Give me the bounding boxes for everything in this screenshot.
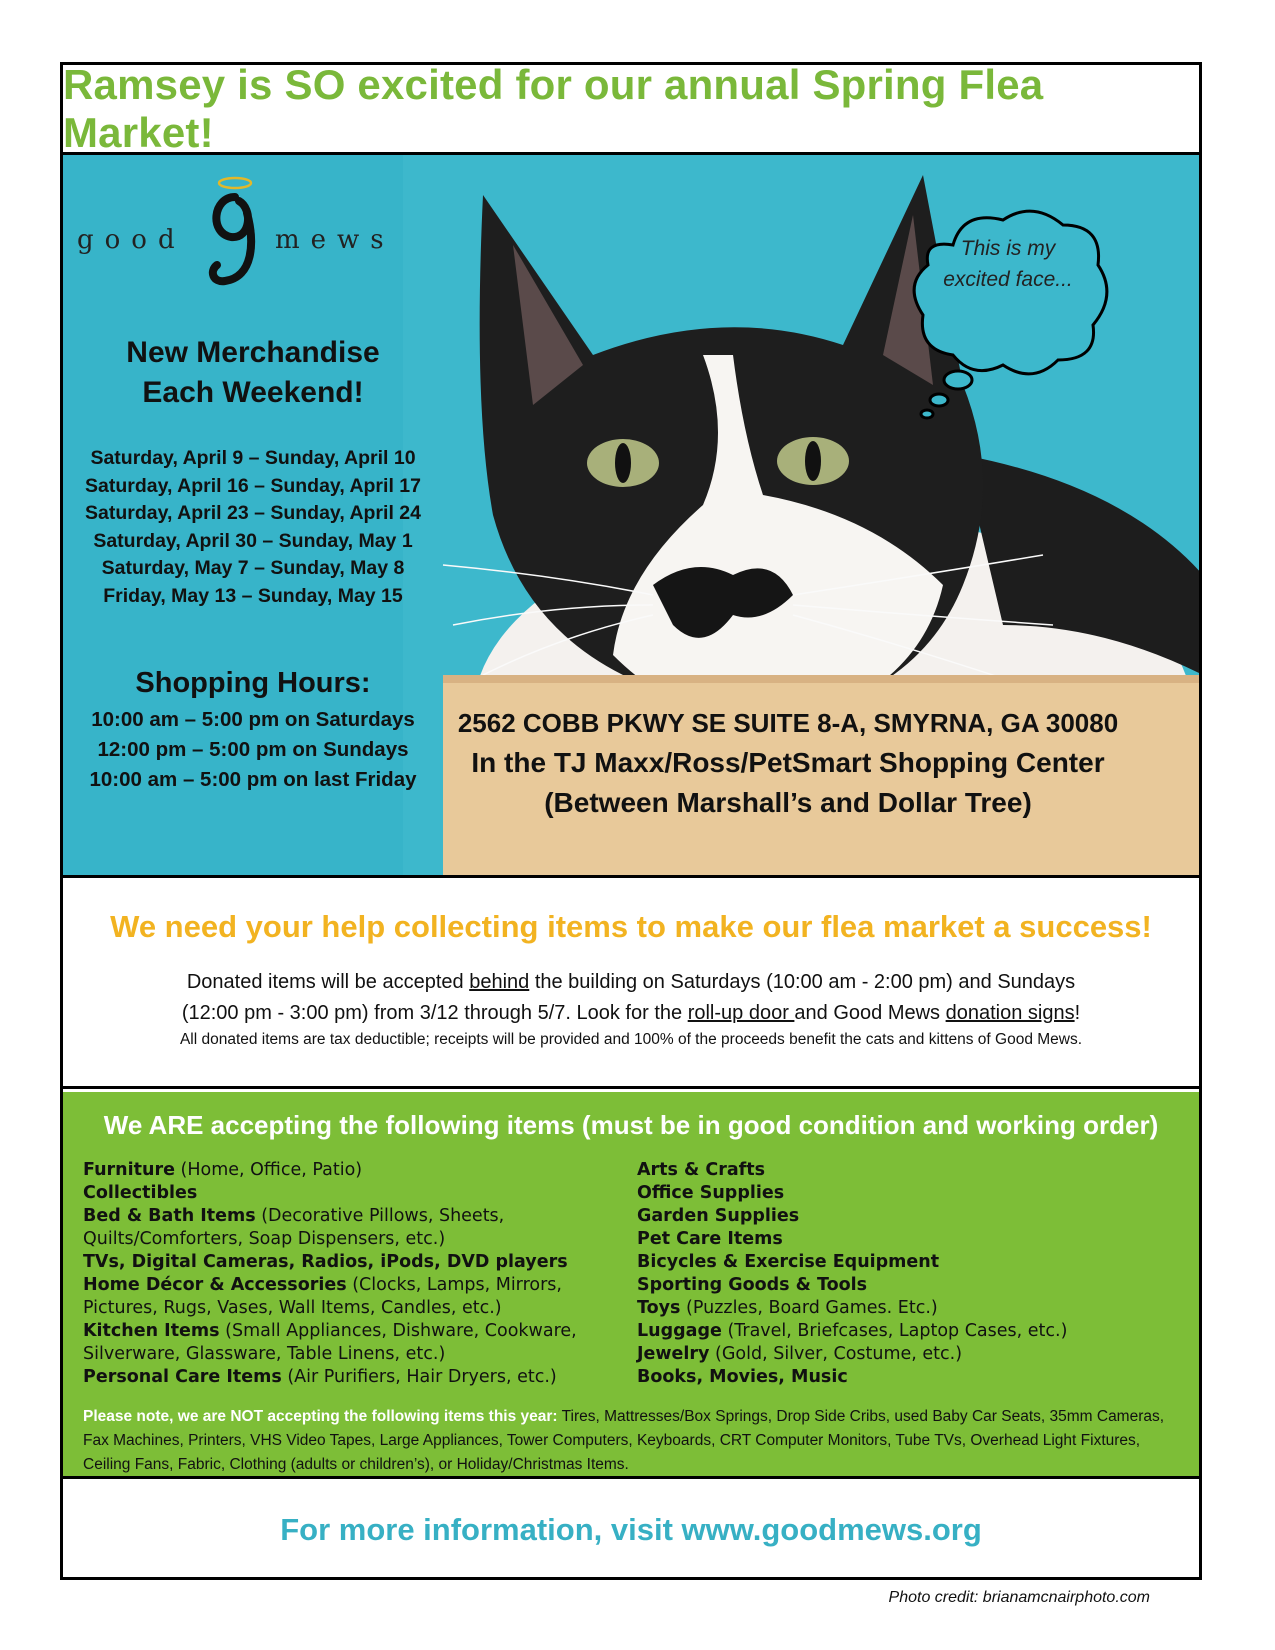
date-item: Saturday, April 23 – Sunday, April 24 <box>85 502 421 524</box>
tax-deductible-note: All donated items are tax deductible; receipts will be provided and 100% of the proceeds benefit the cats and kittens of Good Mews. <box>179 1031 1083 1048</box>
donation-text-2a: (12:00 pm - 3:00 pm) from 3/12 through 5/7. Look for the <box>181 1002 688 1024</box>
halo-g-icon <box>195 173 275 293</box>
hours-item: 10:00 am – 5:00 pm on Saturdays <box>91 708 415 731</box>
thought-bubble-icon <box>903 195 1113 425</box>
item-name: Personal Care Items <box>83 1367 282 1387</box>
item-detail: (Home, Office, Patio) <box>174 1160 363 1180</box>
date-item: Saturday, April 16 – Sunday, April 17 <box>85 474 421 497</box>
shopping-hours-list <box>63 705 443 795</box>
item-detail: (Clocks, Lamps, Mirrors, Pictures, Rugs, Vases, Wall Items, Candles, etc.) <box>83 1275 562 1318</box>
item-name: Jewelry <box>637 1344 710 1364</box>
donation-text-2 <box>63 998 1199 1029</box>
photo-credit: Photo credit: brianamcnairphoto.com <box>888 1589 1150 1606</box>
shopping-hours-title: Shopping Hours: <box>135 667 371 699</box>
hours-item: 12:00 pm – 5:00 pm on Sundays <box>97 738 409 761</box>
accepted-item <box>637 1251 1177 1274</box>
item-name: Office Supplies <box>637 1183 785 1203</box>
donation-text-2b: and Good Mews <box>794 1002 946 1024</box>
donation-text-1b: the building on Saturdays (10:00 am - 2:00 pm) and Sundays <box>529 971 1076 993</box>
flyer-frame <box>60 62 1202 1580</box>
underlined-donation-signs: donation signs <box>945 1002 1075 1024</box>
page-title: Ramsey is SO excited for our annual Spring Flea Market! <box>63 60 1044 156</box>
not-accepting-items: Tires, Mattresses/Box Springs, Drop Side Cribs, used Baby Car Seats, 35mm Cameras, Fax Machines, Printers, VHS Video Tapes, Large Appliances, Tower Computers, Keyboards, CRT Computer Monitors, Tube TVs, Overhead Light Fixtures, Ceiling Fans, Fabric, Clothing (adults or children’s), or Holiday/Christmas Items. <box>83 1408 1165 1473</box>
item-name: Garden Supplies <box>637 1206 800 1226</box>
item-name: Furniture <box>83 1160 175 1180</box>
hours-item: 10:00 am – 5:00 pm on last Friday <box>89 768 417 791</box>
help-heading: We need your help collecting items to make our flea market a success! <box>110 909 1152 944</box>
address-line-3: (Between Marshall’s and Dollar Tree) <box>544 787 1032 818</box>
accepted-item <box>83 1182 623 1205</box>
accepted-item <box>637 1343 1177 1366</box>
logo-word-mews: mews <box>275 225 395 255</box>
item-name: TVs, Digital Cameras, Radios, iPods, DVD players <box>83 1252 568 1272</box>
item-detail: (Puzzles, Board Games. Etc.) <box>680 1298 938 1318</box>
title-section <box>63 60 1199 156</box>
item-name: Kitchen Items <box>83 1321 220 1341</box>
item-name: Collectibles <box>83 1183 198 1203</box>
accepting-heading: We ARE accepting the following items (must be in good condition and working order) <box>103 1110 1159 1140</box>
accepted-item <box>83 1320 623 1366</box>
item-name: Home Décor & Accessories <box>83 1275 347 1295</box>
item-name: Arts & Crafts <box>637 1160 766 1180</box>
info-section <box>63 1482 1199 1577</box>
accepted-item <box>637 1366 1177 1389</box>
accepted-item <box>637 1205 1177 1228</box>
date-item: Friday, May 13 – Sunday, May 15 <box>103 584 403 607</box>
item-name: Bicycles & Exercise Equipment <box>637 1252 940 1272</box>
accepted-item <box>83 1205 623 1251</box>
merch-line-2: Each Weekend! <box>142 376 364 409</box>
merch-line-1: New Merchandise <box>126 336 380 369</box>
item-name: Luggage <box>637 1321 722 1341</box>
item-name: Bed & Bath Items <box>83 1206 256 1226</box>
item-detail: (Travel, Briefcases, Laptop Cases, etc.) <box>721 1321 1068 1341</box>
underlined-roll-up-door: roll-up door <box>687 1002 795 1024</box>
item-name: Pet Care Items <box>637 1229 783 1249</box>
address-line-2: In the TJ Maxx/Ross/PetSmart Shopping Center <box>471 747 1105 778</box>
accepted-item <box>83 1159 623 1182</box>
item-detail: (Decorative Pillows, Sheets, Quilts/Comforters, Soap Dispensers, etc.) <box>83 1206 505 1249</box>
accepted-item <box>637 1228 1177 1251</box>
item-detail: (Gold, Silver, Costume, etc.) <box>709 1344 963 1364</box>
accepting-section <box>63 1092 1199 1479</box>
item-name: Sporting Goods & Tools <box>637 1275 868 1295</box>
merchandise-heading <box>63 333 443 413</box>
item-detail: (Small Appliances, Dishware, Cookware, Silverware, Glassware, Table Linens, etc.) <box>83 1321 577 1364</box>
accepted-item <box>83 1366 623 1389</box>
thought-bubble-text: This is my excited face... <box>943 237 1073 291</box>
address-block <box>428 703 1148 823</box>
accepted-items-left <box>83 1159 623 1389</box>
date-item: Saturday, May 7 – Sunday, May 8 <box>101 557 405 579</box>
date-list <box>63 445 443 610</box>
underlined-behind: behind <box>469 971 530 993</box>
donation-text-1a: Donated items will be accepted <box>186 971 470 993</box>
accepted-item <box>637 1297 1177 1320</box>
hero-section <box>63 155 1199 878</box>
donation-text-2c: ! <box>1074 1002 1081 1024</box>
accepted-item <box>637 1182 1177 1205</box>
not-accepting-note <box>83 1405 1173 1477</box>
address-line-1: 2562 COBB PKWY SE SUITE 8-A, SMYRNA, GA 30080 <box>457 708 1119 738</box>
accepted-item <box>83 1274 623 1320</box>
accepted-item <box>83 1251 623 1274</box>
donation-text-1 <box>63 967 1199 998</box>
item-name: Books, Movies, Music <box>637 1367 848 1387</box>
more-info-text: For more information, visit www.goodmews.org <box>280 1511 982 1547</box>
accepted-item <box>637 1320 1177 1343</box>
item-detail: (Air Purifiers, Hair Dryers, etc.) <box>281 1367 557 1387</box>
not-accepting-lead: Please note, we are NOT accepting the following items this year: <box>83 1408 558 1425</box>
help-section <box>63 881 1199 1089</box>
accepted-item <box>637 1159 1177 1182</box>
item-name: Toys <box>637 1298 681 1318</box>
accepted-item <box>637 1274 1177 1297</box>
date-item: Saturday, April 30 – Sunday, May 1 <box>93 529 413 552</box>
logo-word-good: good <box>77 225 186 255</box>
accepted-items-right <box>637 1159 1177 1389</box>
date-item: Saturday, April 9 – Sunday, April 10 <box>90 447 416 469</box>
good-mews-logo <box>77 173 407 293</box>
